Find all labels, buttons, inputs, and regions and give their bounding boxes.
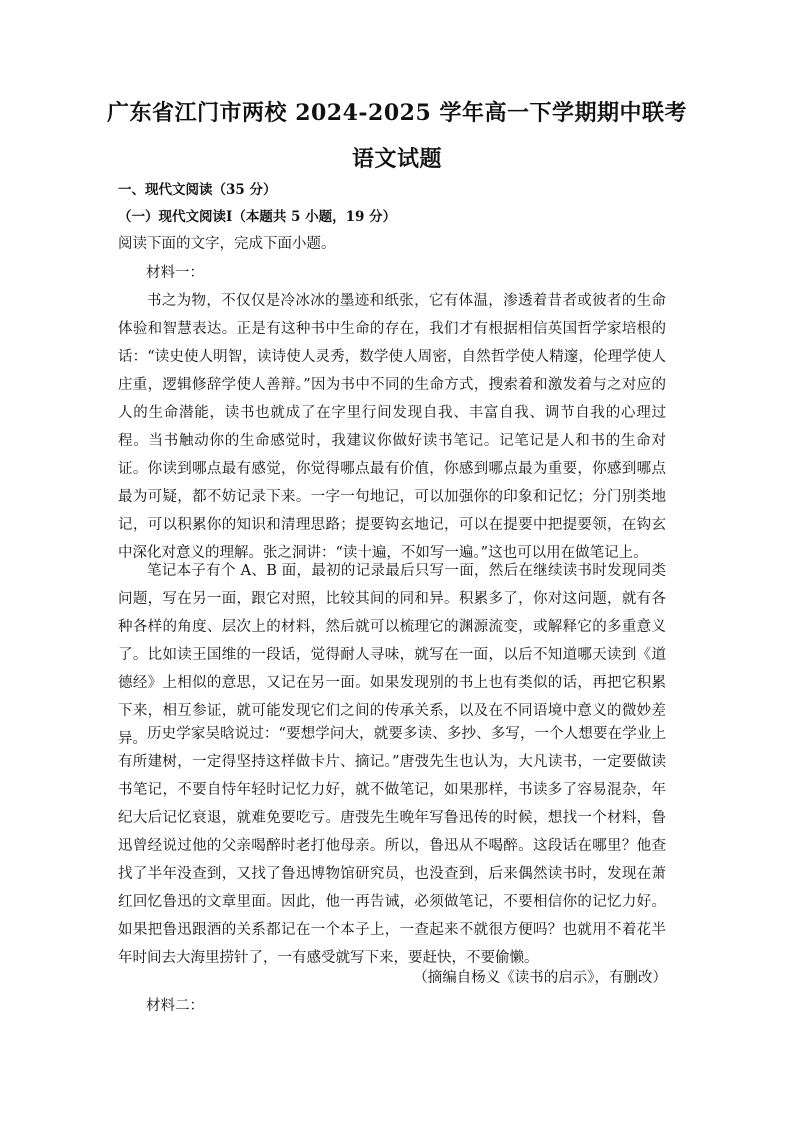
material-one-paragraph-2: 笔记本子有个 A、B 面，最初的记录最后只写一面，然后在继续读书时发现同类问题，写在另一面，跟它对照，比较其间的同和异。积累多了，你对这问题，就有各种各样的角度、层次上的材料，然后就可以梳理它的渊源流变，或解释它的多重意义了。比如读王国维的一段话，觉得耐人寻味，就写在一面，以后不知道哪天读到《道德经》上相似的意思，又记在另一面。如果发现别的书上也有类似的话，再把它积累下来，相互参证，就可能发现它们之间的传承关系，以及在不同语境中意义的微妙差异。	[118, 563, 666, 747]
reading-instruction: 阅读下面的文字，完成下面小题。	[118, 236, 336, 252]
exam-subject-title: 语文试题	[351, 146, 442, 172]
subsection-heading: （一）现代文阅读Ⅰ（本题共 5 小题，19 分）	[118, 209, 397, 225]
material-one-paragraph-3: 历史学家吴晗说过：“要想学问大，就要多读、多抄、多写，一个人想要在学业上有所建树，一定得坚持这样做卡片、摘记。”唐弢先生也认为，大凡读书，一定要做读书笔记，不要自恃年轻时记忆力好，就不做笔记，如果那样，书读多了容易混杂，年纪大后记忆衰退，就难免要吃亏。唐弢先生晚年写鲁迅传的时候，想找一个材料，鲁迅曾经说过他的父亲喝醉时老打他母亲。所以，鲁迅从不喝醉。这段话在哪里？他查找了半年没查到，又找了鲁迅博物馆研究员，也没查到，后来偶然读书时，发现在萧红回忆鲁迅的文章里面。因此，他一再告诫，必须做笔记，不要相信你的记忆力好。如果把鲁迅跟酒的关系都记在一个本子上，一查起来不就很方便吗？也就用不着花半年时间去大海里捞针了，一有感受就写下来，要赶快，不要偷懒。	[118, 726, 666, 966]
exam-title: 广东省江门市两校 2024-2025 学年高一下学期期中联考	[107, 100, 687, 126]
material-one-source: （摘编自杨义《读书的启示》，有删改）	[413, 970, 667, 986]
section-heading: 一、现代文阅读（35 分）	[118, 182, 277, 198]
material-two-label: 材料二：	[146, 998, 204, 1014]
material-one-label: 材料一：	[146, 265, 204, 281]
material-one-paragraph-1: 书之为物，不仅仅是冷冰冰的墨迹和纸张，它有体温，渗透着昔者或彼者的生命体验和智慧表达。正是有这种书中生命的存在，我们才有根据相信英国哲学家培根的话：“读史使人明智，读诗使人灵秀，数学使人周密，自然哲学使人精邃，伦理学使人庄重，逻辑修辞学使人善辩。”因为书中不同的生命方式，搜索着和激发着与之对应的人的生命潜能，读书也就成了在字里行间发现自我、丰富自我、调节自我的心理过程。当书触动你的生命感觉时，我建议你做好读书笔记。记笔记是人和书的生命对证。你读到哪点最有感觉，你觉得哪点最有价值，你感到哪点最为重要，你感到哪点最为可疑，都不妨记录下来。一字一句地记，可以加强你的印象和记忆；分门别类地记，可以积累你的知识和清理思路；提要钩玄地记，可以在提要中把提要领，在钩玄中深化对意义的理解。张之洞讲：“读十遍，不如写一遍。”这也可以用在做笔记上。	[118, 293, 666, 561]
